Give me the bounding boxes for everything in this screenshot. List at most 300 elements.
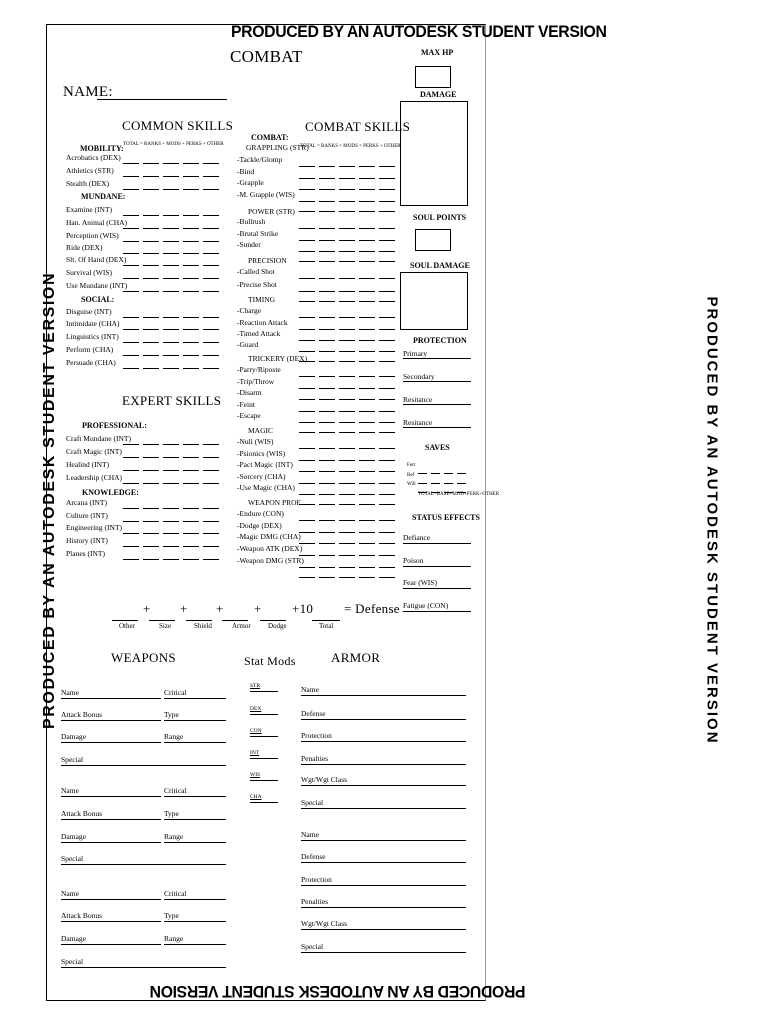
blank[interactable]: [143, 438, 159, 445]
weapon-field[interactable]: [164, 938, 226, 945]
weapon-field[interactable]: [61, 736, 161, 743]
skill-entry-blanks[interactable]: [299, 531, 399, 539]
blank[interactable]: [143, 553, 159, 560]
page-title: COMBAT: [230, 47, 303, 66]
blank[interactable]: [123, 336, 139, 343]
blank[interactable]: [123, 285, 139, 292]
blank[interactable]: [319, 255, 335, 262]
combat-group-label: MAGIC: [248, 426, 274, 435]
blank[interactable]: [123, 362, 139, 369]
blank[interactable]: [123, 222, 139, 229]
blank[interactable]: [203, 477, 219, 484]
blank[interactable]: [143, 362, 159, 369]
soul-damage-box[interactable]: [400, 272, 468, 330]
weapon-field[interactable]: [61, 915, 161, 922]
armor-field[interactable]: [301, 758, 466, 765]
watermark-right: PRODUCED BY AN AUTODESK STUDENT VERSION: [703, 296, 721, 745]
skill-entry-blanks[interactable]: [299, 249, 399, 257]
blank[interactable]: [203, 259, 219, 266]
blank[interactable]: [143, 477, 159, 484]
stat-mod-field[interactable]: [250, 708, 278, 715]
armor-field[interactable]: [301, 879, 466, 886]
blank[interactable]: [183, 502, 199, 509]
skill-entry-blanks[interactable]: [123, 496, 223, 504]
blank[interactable]: [379, 426, 395, 433]
skill-entry-blanks[interactable]: [299, 543, 399, 551]
skill-label: -Weapon ATK (DEX): [237, 544, 303, 553]
skill-entry-blanks[interactable]: [299, 399, 399, 407]
blank[interactable]: [163, 349, 179, 356]
blank[interactable]: [203, 527, 219, 534]
blank[interactable]: [163, 438, 179, 445]
skill-entry-blanks[interactable]: [123, 356, 223, 364]
blank[interactable]: [123, 464, 139, 471]
protection-field[interactable]: [403, 423, 471, 428]
armor-field[interactable]: [301, 735, 466, 742]
blank[interactable]: [143, 336, 159, 343]
armor-field[interactable]: [301, 802, 466, 809]
status-field[interactable]: [403, 606, 471, 612]
blank[interactable]: [123, 170, 139, 177]
blank[interactable]: [359, 272, 375, 279]
blank[interactable]: [163, 157, 179, 164]
blank[interactable]: [183, 438, 199, 445]
weapon-field[interactable]: [61, 714, 161, 721]
expert-skills-heading: EXPERT SKILLS: [122, 393, 222, 408]
save-blanks[interactable]: [418, 471, 470, 479]
skill-entry-blanks[interactable]: [299, 317, 399, 325]
blank[interactable]: [299, 426, 315, 433]
blank[interactable]: [183, 362, 199, 369]
blank[interactable]: [339, 295, 355, 302]
stat-mod-label: STR: [250, 683, 261, 689]
skill-entry-blanks[interactable]: [299, 387, 399, 395]
blank[interactable]: [163, 527, 179, 534]
blank[interactable]: [319, 205, 335, 212]
weapon-field[interactable]: [164, 915, 226, 922]
skill-entry-blanks[interactable]: [299, 492, 399, 500]
blank[interactable]: [379, 355, 395, 362]
blank[interactable]: [339, 571, 355, 578]
armor-field[interactable]: [301, 901, 466, 908]
status-field[interactable]: [403, 583, 471, 589]
defense-part-label: Shield: [194, 622, 212, 630]
blank[interactable]: [359, 255, 375, 262]
skill-entry-blanks[interactable]: [299, 349, 399, 357]
blank[interactable]: [319, 272, 335, 279]
skill-entry-blanks[interactable]: [123, 509, 223, 517]
skill-entry-blanks[interactable]: [299, 166, 399, 174]
blank[interactable]: [123, 323, 139, 330]
skill-entry-blanks[interactable]: [123, 305, 223, 313]
armor-field-label: Penalties: [301, 754, 329, 763]
blank[interactable]: [359, 426, 375, 433]
blank[interactable]: [379, 272, 395, 279]
skill-entry-blanks[interactable]: [123, 177, 223, 185]
common-skills-heading: COMMON SKILLS: [122, 118, 234, 133]
blank[interactable]: [183, 183, 199, 190]
stat-mod-label: CON: [250, 728, 262, 734]
blank[interactable]: [203, 438, 219, 445]
blank[interactable]: [163, 209, 179, 216]
skill-entry-blanks[interactable]: [123, 471, 223, 479]
blank[interactable]: [359, 571, 375, 578]
armor-field[interactable]: [301, 834, 466, 841]
blank[interactable]: [163, 464, 179, 471]
weapon-field[interactable]: [164, 813, 226, 820]
skill-entry-blanks[interactable]: [299, 199, 399, 207]
damage-box[interactable]: [400, 101, 468, 206]
blank[interactable]: [143, 540, 159, 547]
blank[interactable]: [163, 222, 179, 229]
combat-skills-heading: COMBAT SKILLS: [305, 119, 411, 134]
armor-field-label: Defense: [301, 852, 326, 861]
skill-entry-blanks[interactable]: [123, 317, 223, 325]
watermark-bottom: PRODUCED BY AN AUTODESK STUDENT VERSION: [149, 982, 526, 1001]
armor-field[interactable]: [301, 713, 466, 720]
blank[interactable]: [359, 295, 375, 302]
weapon-field-label: Attack Bonus: [61, 710, 103, 719]
blank[interactable]: [183, 259, 199, 266]
blank[interactable]: [203, 540, 219, 547]
blank[interactable]: [123, 183, 139, 190]
blank[interactable]: [379, 571, 395, 578]
stat-mod-field[interactable]: [250, 752, 278, 759]
skill-entry-blanks[interactable]: [299, 448, 399, 456]
defense-input[interactable]: [112, 612, 138, 621]
skill-label: -M. Grapple (WIS): [237, 190, 295, 199]
skill-entry-blanks[interactable]: [123, 343, 223, 351]
skill-entry-blanks[interactable]: [123, 534, 223, 542]
skill-label: -Endure (CON): [237, 509, 284, 518]
blank[interactable]: [183, 323, 199, 330]
blank[interactable]: [203, 272, 219, 279]
blank[interactable]: [203, 553, 219, 560]
blank[interactable]: [143, 209, 159, 216]
skill-label: Examine (INT): [66, 205, 113, 214]
skill-entry-blanks[interactable]: [123, 229, 223, 237]
skill-entry-blanks[interactable]: [299, 459, 399, 467]
blank[interactable]: [143, 502, 159, 509]
skill-entry-blanks[interactable]: [123, 241, 223, 249]
blank[interactable]: [299, 571, 315, 578]
blank[interactable]: [183, 272, 199, 279]
defense-part-label: Other: [119, 622, 135, 630]
blank[interactable]: [143, 323, 159, 330]
blank[interactable]: [339, 355, 355, 362]
status-effects-label: STATUS EFFECTS: [412, 513, 480, 522]
armor-field[interactable]: [301, 779, 466, 786]
save-blanks[interactable]: [418, 461, 470, 469]
skill-entry-blanks[interactable]: [299, 436, 399, 444]
blank[interactable]: [183, 527, 199, 534]
stat-mod-field[interactable]: [250, 730, 278, 737]
skill-entry-blanks[interactable]: [123, 216, 223, 224]
blank[interactable]: [143, 170, 159, 177]
skill-entry-blanks[interactable]: [299, 228, 399, 236]
armor-heading: ARMOR: [331, 650, 381, 665]
blank[interactable]: [339, 205, 355, 212]
equals-defense: = Defense: [344, 601, 400, 616]
blank[interactable]: [183, 464, 199, 471]
skill-label: -Dodge (DEX): [237, 521, 282, 530]
weapon-field[interactable]: [164, 692, 226, 699]
skill-entry-blanks[interactable]: [299, 410, 399, 418]
blank[interactable]: [203, 323, 219, 330]
blank[interactable]: [203, 209, 219, 216]
weapon-field[interactable]: [61, 813, 161, 820]
stat-mod-field[interactable]: [250, 774, 278, 781]
skill-entry-blanks[interactable]: [123, 203, 223, 211]
blank[interactable]: [183, 451, 199, 458]
armor-field[interactable]: [301, 856, 466, 863]
blank[interactable]: [123, 209, 139, 216]
weapon-field[interactable]: [61, 790, 161, 797]
blank[interactable]: [183, 540, 199, 547]
weapon-field[interactable]: [164, 736, 226, 743]
blank[interactable]: [123, 502, 139, 509]
skill-entry-blanks[interactable]: [123, 266, 223, 274]
blank[interactable]: [123, 477, 139, 484]
skill-entry-blanks[interactable]: [123, 279, 223, 287]
skill-label: Arcana (INT): [66, 498, 108, 507]
skill-label: Slt. Of Hand (DEX): [66, 255, 127, 264]
blank[interactable]: [319, 295, 335, 302]
defense-input[interactable]: [222, 612, 248, 621]
armor-field[interactable]: [301, 689, 466, 696]
weapon-field[interactable]: [61, 759, 226, 766]
blank[interactable]: [163, 540, 179, 547]
blank[interactable]: [203, 502, 219, 509]
blank[interactable]: [123, 527, 139, 534]
blank[interactable]: [319, 498, 335, 505]
blank[interactable]: [163, 272, 179, 279]
soul-points-box[interactable]: [415, 229, 451, 251]
blank[interactable]: [203, 349, 219, 356]
skill-entry-blanks[interactable]: [123, 164, 223, 172]
blank[interactable]: [319, 426, 335, 433]
skill-entry-blanks[interactable]: [123, 458, 223, 466]
blank[interactable]: [203, 157, 219, 164]
blank[interactable]: [143, 222, 159, 229]
protection-field[interactable]: [403, 354, 471, 359]
blank[interactable]: [123, 349, 139, 356]
weapon-field-label: Type: [164, 911, 179, 920]
skill-entry-blanks[interactable]: [299, 239, 399, 247]
protection-field[interactable]: [403, 400, 471, 405]
weapon-field[interactable]: [61, 938, 161, 945]
blank[interactable]: [183, 349, 199, 356]
name-field[interactable]: [97, 86, 227, 100]
armor-field-label: Wgt/Wgt Class: [301, 919, 348, 928]
defense-input[interactable]: [312, 612, 340, 621]
blank[interactable]: [163, 451, 179, 458]
blank[interactable]: [163, 323, 179, 330]
blank[interactable]: [183, 170, 199, 177]
blank[interactable]: [163, 336, 179, 343]
skill-entry-blanks[interactable]: [299, 189, 399, 197]
blank[interactable]: [123, 553, 139, 560]
blank[interactable]: [123, 438, 139, 445]
blank[interactable]: [379, 205, 395, 212]
blank[interactable]: [183, 285, 199, 292]
blank[interactable]: [379, 295, 395, 302]
soul-points-label: SOUL POINTS: [413, 213, 467, 222]
skill-entry-blanks[interactable]: [299, 328, 399, 336]
blank[interactable]: [143, 451, 159, 458]
blank[interactable]: [123, 451, 139, 458]
stat-mod-label: INT: [250, 750, 260, 756]
blank[interactable]: [359, 355, 375, 362]
blank[interactable]: [143, 157, 159, 164]
blank[interactable]: [143, 527, 159, 534]
blank[interactable]: [143, 285, 159, 292]
skill-entry-blanks[interactable]: [299, 420, 399, 428]
blank[interactable]: [203, 170, 219, 177]
weapon-field[interactable]: [61, 961, 226, 968]
skill-label: -Timed Attack: [237, 329, 281, 338]
blank[interactable]: [203, 451, 219, 458]
weapon-field[interactable]: [164, 790, 226, 797]
weapon-field[interactable]: [164, 714, 226, 721]
max-hp-box[interactable]: [415, 66, 451, 88]
skill-label: -Null (WIS): [237, 437, 274, 446]
blank[interactable]: [359, 498, 375, 505]
blank[interactable]: [299, 205, 315, 212]
blank[interactable]: [163, 183, 179, 190]
skill-label: -Weapon DMG (STR): [237, 556, 304, 565]
blank[interactable]: [203, 336, 219, 343]
save-blanks[interactable]: [418, 480, 470, 488]
skill-entry-blanks[interactable]: [299, 520, 399, 528]
skill-entry-blanks[interactable]: [299, 279, 399, 287]
blank[interactable]: [299, 272, 315, 279]
weapon-field[interactable]: [61, 836, 161, 843]
blank[interactable]: [203, 362, 219, 369]
blank[interactable]: [123, 272, 139, 279]
protection-label: Resitance: [403, 418, 433, 427]
blank[interactable]: [203, 464, 219, 471]
weapon-field[interactable]: [61, 858, 226, 865]
skill-label: -Parry/Riposte: [237, 365, 281, 374]
skill-group-label: MUNDANE:: [81, 192, 126, 201]
blank[interactable]: [203, 183, 219, 190]
blank[interactable]: [123, 157, 139, 164]
skill-entry-blanks[interactable]: [299, 177, 399, 185]
blank[interactable]: [203, 222, 219, 229]
skill-label: Craft Mundane (INT): [66, 434, 131, 443]
blank[interactable]: [183, 336, 199, 343]
skill-entry-blanks[interactable]: [123, 151, 223, 159]
blank[interactable]: [163, 362, 179, 369]
blank[interactable]: [183, 222, 199, 229]
skill-entry-blanks[interactable]: [299, 266, 399, 274]
status-label: Defiance: [403, 533, 431, 542]
blank[interactable]: [339, 272, 355, 279]
status-field[interactable]: [403, 561, 471, 567]
defense-input[interactable]: [149, 612, 175, 621]
skill-entry-blanks[interactable]: [299, 376, 399, 384]
skill-label: -Brutal Strike: [237, 229, 279, 238]
skill-entry-blanks[interactable]: [299, 565, 399, 573]
weapon-field[interactable]: [61, 893, 161, 900]
skill-entry-blanks[interactable]: [299, 154, 399, 162]
armor-field-label: Protection: [301, 875, 332, 884]
protection-field[interactable]: [403, 377, 471, 382]
skill-entry-blanks[interactable]: [123, 330, 223, 338]
blank[interactable]: [183, 209, 199, 216]
skill-entry-blanks[interactable]: [299, 508, 399, 516]
blank[interactable]: [143, 464, 159, 471]
skill-entry-blanks[interactable]: [299, 216, 399, 224]
blank[interactable]: [143, 272, 159, 279]
blank[interactable]: [319, 571, 335, 578]
blank[interactable]: [183, 553, 199, 560]
blank[interactable]: [183, 477, 199, 484]
blank[interactable]: [379, 255, 395, 262]
skill-label: Disguise (INT): [66, 307, 112, 316]
skill-entry-blanks[interactable]: [299, 471, 399, 479]
blank[interactable]: [319, 355, 335, 362]
blank[interactable]: [339, 255, 355, 262]
armor-field[interactable]: [301, 923, 466, 930]
skill-entry-blanks[interactable]: [123, 547, 223, 555]
blank[interactable]: [123, 540, 139, 547]
blank[interactable]: [339, 498, 355, 505]
blank[interactable]: [299, 255, 315, 262]
blank[interactable]: [163, 553, 179, 560]
blank[interactable]: [163, 477, 179, 484]
blank[interactable]: [163, 170, 179, 177]
blank[interactable]: [143, 349, 159, 356]
plus-sign: +: [254, 601, 262, 616]
armor-field[interactable]: [301, 946, 466, 953]
blank[interactable]: [143, 183, 159, 190]
skill-entry-blanks[interactable]: [299, 289, 399, 297]
blank[interactable]: [379, 498, 395, 505]
skill-entry-blanks[interactable]: [123, 445, 223, 453]
stat-mod-field[interactable]: [250, 796, 278, 803]
blank[interactable]: [163, 259, 179, 266]
weapon-field[interactable]: [164, 893, 226, 900]
skill-label: -Use Magic (CHA): [237, 483, 295, 492]
blank[interactable]: [143, 259, 159, 266]
skill-entry-blanks[interactable]: [299, 482, 399, 490]
defense-input[interactable]: [260, 612, 286, 621]
blank[interactable]: [203, 285, 219, 292]
skill-entry-blanks[interactable]: [123, 432, 223, 440]
combat-group-label: GRAPPLING (STR): [246, 143, 309, 152]
defense-input[interactable]: [186, 612, 212, 621]
blank[interactable]: [299, 295, 315, 302]
skill-entry-blanks[interactable]: [299, 555, 399, 563]
blank[interactable]: [339, 426, 355, 433]
blank[interactable]: [359, 205, 375, 212]
stat-mod-field[interactable]: [250, 685, 278, 692]
weapon-field[interactable]: [61, 692, 161, 699]
weapon-field[interactable]: [164, 836, 226, 843]
blank[interactable]: [163, 285, 179, 292]
skill-entry-blanks[interactable]: [299, 339, 399, 347]
blank[interactable]: [163, 502, 179, 509]
status-field[interactable]: [403, 538, 471, 544]
skill-entry-blanks[interactable]: [299, 364, 399, 372]
skill-entry-blanks[interactable]: [123, 521, 223, 529]
skill-entry-blanks[interactable]: [123, 253, 223, 261]
blank[interactable]: [123, 259, 139, 266]
blank[interactable]: [183, 157, 199, 164]
skill-entry-blanks[interactable]: [299, 305, 399, 313]
